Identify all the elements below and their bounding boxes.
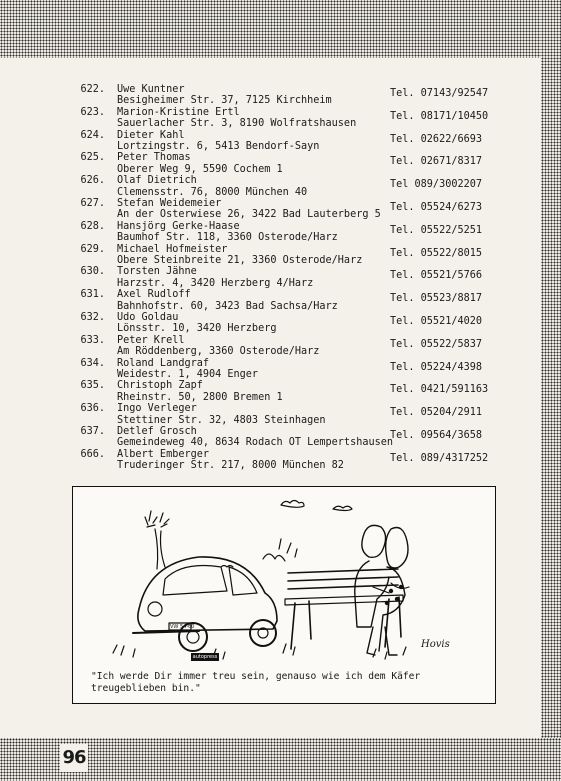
entry-name: Detlef Grosch	[117, 425, 197, 437]
entry-name: Dieter Kahl	[117, 129, 185, 141]
entry-number: 632.	[80, 311, 105, 323]
entry-number: 626.	[80, 175, 105, 187]
entry-number: 635.	[80, 380, 105, 392]
entry-number: 630.	[80, 266, 105, 278]
entry-phone: Tel. 05522/5251	[390, 224, 483, 236]
entry-number: 636.	[80, 403, 105, 415]
entry-address: Lortzingstr. 6, 5413 Bendorf-Sayn	[117, 140, 320, 152]
entry-phone: Tel. 07143/92547	[390, 88, 489, 99]
entry-phone: Tel. 05521/5766	[390, 270, 483, 282]
entry-address: Stettiner Str. 32, 4803 Steinhagen	[117, 414, 326, 426]
entry-number: 666.	[80, 448, 105, 460]
entry-address: Gemeindeweg 40, 8634 Rodach OT Lempertshausen	[117, 437, 394, 449]
cartoon-caption: "Ich werde Dir immer treu sein, genauso wie ich dem Käfer treugeblieben bin."	[91, 671, 421, 694]
publisher-logo: autopress	[192, 654, 218, 660]
entry-phone: Tel. 0421/591163	[390, 384, 489, 396]
entry-address: Clemensstr. 76, 8000 München 40	[117, 186, 308, 198]
entry-name: Torsten Jähne	[117, 266, 197, 278]
entry-number: 628.	[80, 220, 105, 232]
list-item	[0, 221, 541, 244]
entry-number: 637.	[80, 425, 105, 437]
entry-phone: Tel. 05224/4398	[390, 361, 483, 373]
artist-signature: Hovis	[421, 639, 450, 650]
list-item	[0, 289, 541, 312]
entry-number: 634.	[80, 357, 105, 369]
entry-name: Stefan Weidemeier	[117, 197, 222, 209]
entry-name: Hansjörg Gerke-Haase	[117, 220, 240, 232]
entry-address: Besigheimer Str. 37, 7125 Kirchheim	[117, 95, 332, 107]
halftone-top-band	[0, 0, 561, 58]
entry-name: Albert Emberger	[117, 448, 210, 460]
entry-address: Harzstr. 4, 3420 Herzberg 4/Harz	[117, 277, 314, 289]
page-number: 96	[60, 744, 88, 772]
entry-name: Olaf Dietrich	[117, 175, 197, 187]
entry-phone: Tel. 02671/8317	[390, 156, 483, 168]
entry-phone: Tel. 089/4317252	[390, 452, 489, 464]
entry-name: Ingo Verleger	[117, 403, 197, 415]
entry-name: Roland Landgraf	[117, 357, 210, 369]
entry-number: 623.	[80, 106, 105, 118]
entry-number: 633.	[80, 334, 105, 346]
entry-phone: Tel. 09564/3658	[390, 429, 483, 441]
entry-address: Truderinger Str. 217, 8000 München 82	[117, 460, 344, 472]
list-item	[0, 266, 541, 289]
entry-address: An der Osterwiese 26, 3422 Bad Lauterberg 5	[117, 209, 381, 221]
entry-address: Sauerlacher Str. 3, 8190 Wolfratshausen	[117, 118, 357, 130]
list-item	[0, 380, 541, 403]
entry-name: Marion-Kristine Ertl	[117, 106, 240, 118]
entry-address: Lönsstr. 10, 3420 Herzberg	[117, 323, 277, 335]
list-item	[0, 152, 541, 175]
entry-phone: Tel. 05524/6273	[390, 201, 483, 213]
list-item	[0, 426, 541, 449]
address-list	[0, 84, 541, 472]
entry-phone: Tel 089/3002207	[390, 179, 483, 191]
cartoon-panel	[72, 486, 496, 704]
entry-number: 625.	[80, 152, 105, 164]
entry-number: 624.	[80, 129, 105, 141]
entry-number: 627.	[80, 197, 105, 209]
entry-name: Michael Hofmeister	[117, 243, 228, 255]
list-item	[0, 84, 541, 107]
list-item	[0, 335, 541, 358]
list-item	[0, 312, 541, 335]
list-item	[0, 175, 541, 198]
entry-name: Christoph Zapf	[117, 380, 203, 392]
list-item	[0, 358, 541, 381]
entry-number: 631.	[80, 289, 105, 301]
entry-phone: Tel. 02622/6693	[390, 133, 483, 145]
entry-address: Weidestr. 1, 4904 Enger	[117, 368, 259, 380]
entry-number: 622.	[80, 84, 105, 95]
entry-phone: Tel. 05204/2911	[390, 407, 483, 419]
entry-phone: Tel. 08171/10450	[390, 110, 489, 122]
entry-name: Peter Thomas	[117, 152, 191, 164]
entry-number: 629.	[80, 243, 105, 255]
entry-phone: Tel. 05522/8015	[390, 247, 483, 259]
entry-phone: Tel. 05522/5837	[390, 338, 483, 350]
license-plate: VW 54-60	[170, 624, 195, 630]
entry-name: Peter Krell	[117, 334, 185, 346]
entry-address: Bahnhofstr. 60, 3423 Bad Sachsa/Harz	[117, 300, 338, 312]
entry-address: Baumhof Str. 118, 3360 Osterode/Harz	[117, 232, 338, 244]
entry-name: Udo Goldau	[117, 311, 179, 323]
list-item	[0, 198, 541, 221]
list-item	[0, 130, 541, 153]
entry-name: Axel Rudloff	[117, 289, 191, 301]
list-item	[0, 244, 541, 267]
entry-address: Obere Steinbreite 21, 3360 Osterode/Harz	[117, 254, 363, 266]
entry-name: Uwe Kuntner	[117, 84, 185, 95]
entry-address: Oberer Weg 9, 5590 Cochem 1	[117, 163, 283, 175]
entry-address: Am Röddenberg, 3360 Osterode/Harz	[117, 346, 320, 358]
entry-phone: Tel. 05521/4020	[390, 315, 483, 327]
entry-address: Rheinstr. 50, 2800 Bremen 1	[117, 391, 283, 403]
list-item	[0, 403, 541, 426]
list-item	[0, 107, 541, 130]
entry-phone: Tel. 05523/8817	[390, 293, 483, 305]
halftone-right-band	[541, 0, 561, 781]
list-item	[0, 449, 541, 472]
